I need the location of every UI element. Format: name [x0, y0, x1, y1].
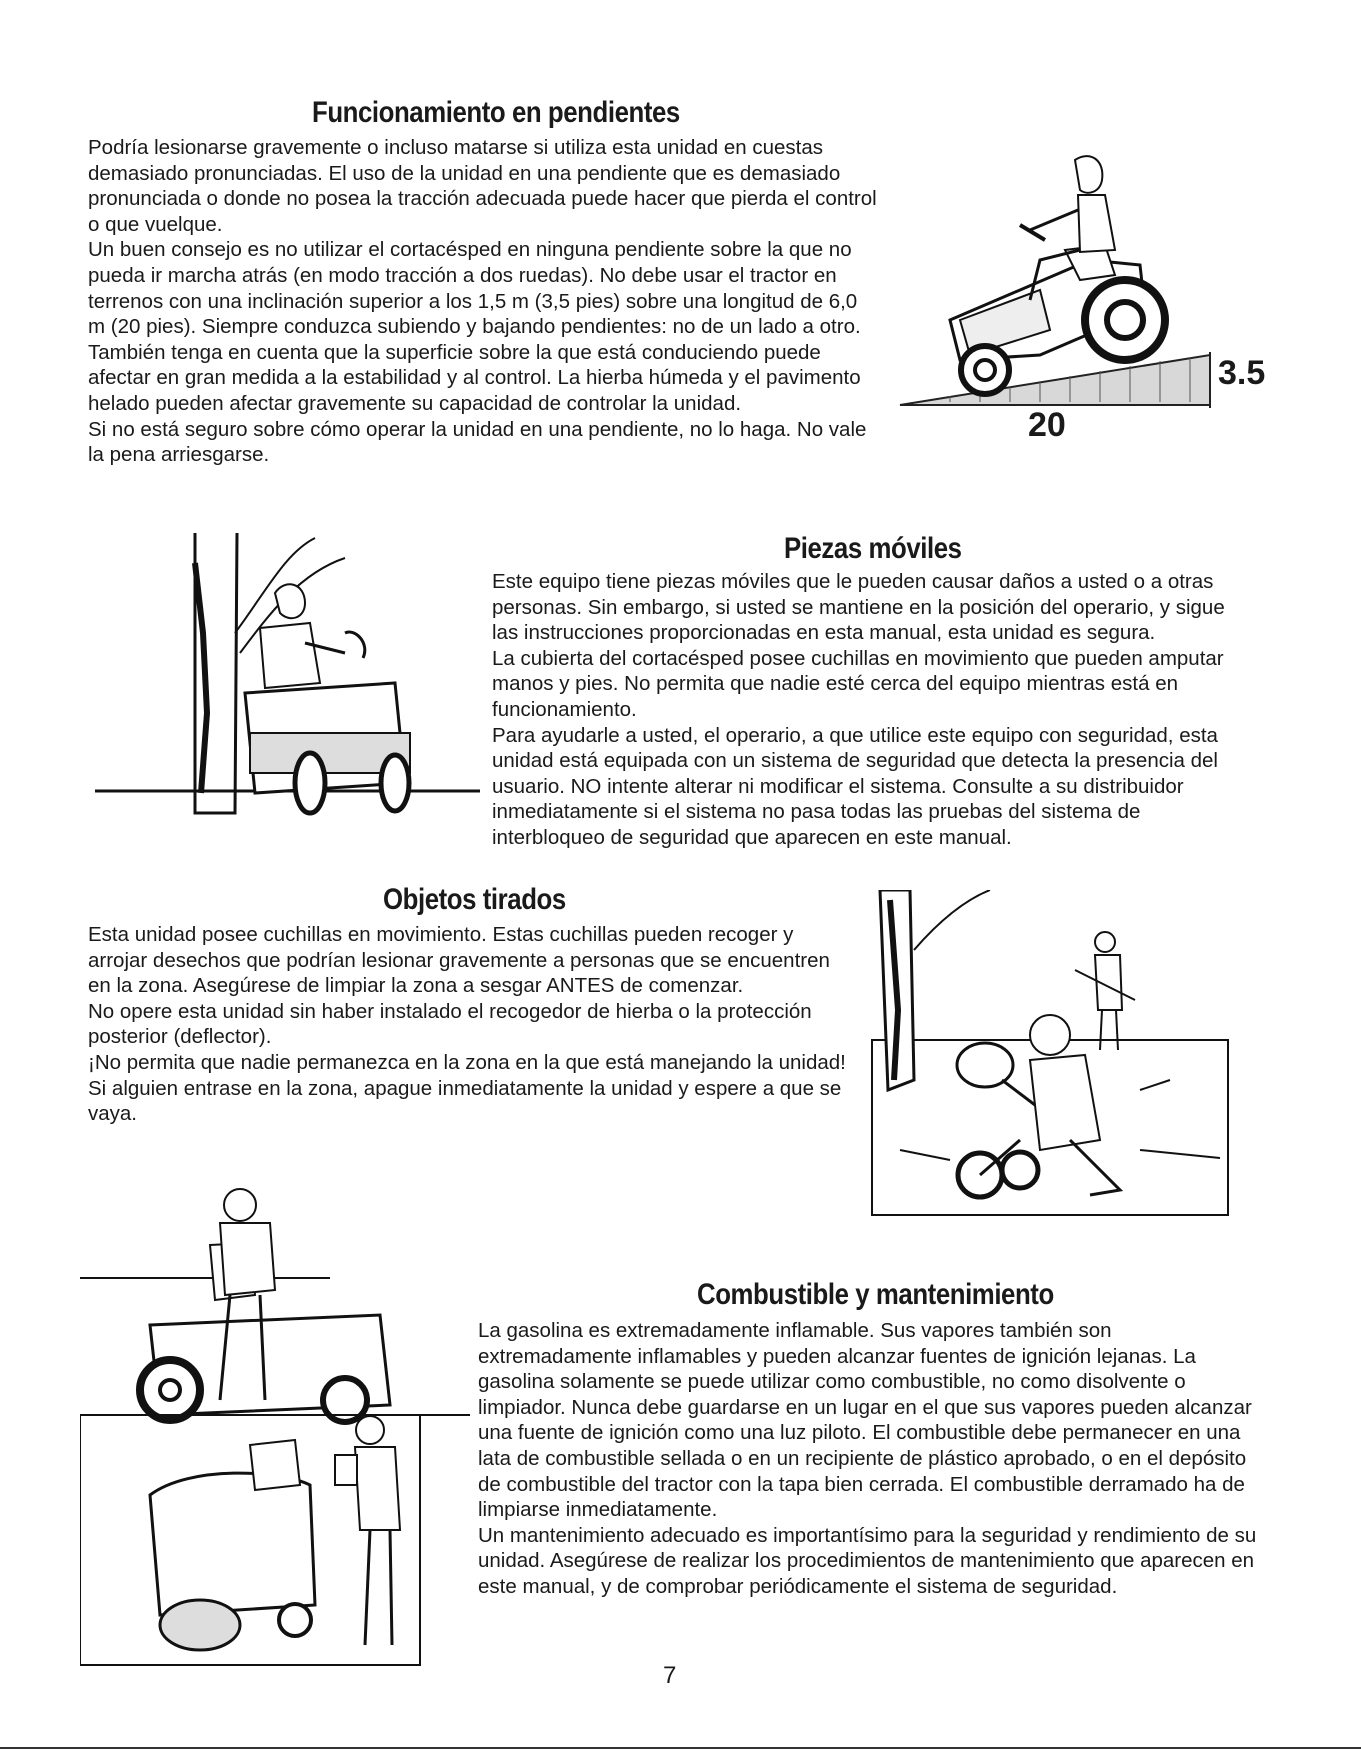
heading-thrown-objects: Objetos tirados [383, 883, 566, 916]
heading-slopes: Funcionamiento en pendientes [312, 96, 680, 129]
moving-parts-text [492, 569, 1237, 851]
heading-fuel-maintenance: Combustible y mantenimiento [697, 1278, 1054, 1311]
slope-run-label: 20 [1028, 406, 1066, 444]
moving-parts-paragraph: Este equipo tiene piezas móviles que le pueden causar daños a usted o a otras personas. Sin embargo, si usted se mantiene en la posición del operario, y sigue las instrucciones proporcionadas en esta manual, esta unidad es segura. [492, 570, 1225, 645]
fuel-maintenance-text [478, 1318, 1258, 1600]
slopes-text [88, 135, 878, 468]
slope-tractor-illustration [890, 140, 1230, 440]
slopes-paragraph: También tenga en cuenta que la superficie sobre la que está conduciendo puede afectar en gran medida a la estabilidad y al control. La hierba húmeda y el pavimento helado pueden afectar gravemente su capacidad de controlar la unidad. [88, 340, 861, 415]
fuel-maintenance-paragraph: Un mantenimiento adecuado es importantísimo para la seguridad y rendimiento de su unidad. Asegúrese de realizar los procedimientos de mantenimiento que aparecen en este manual, y de comprobar periódicamente el sistema de seguridad. [478, 1523, 1257, 1598]
footer-rule [0, 1747, 1361, 1749]
fueling-illustration [80, 1185, 470, 1675]
slopes-paragraph: Si no está seguro sobre cómo operar la unidad en una pendiente, no lo haga. No vale la pena arriesgarse. [88, 417, 867, 467]
thrown-objects-paragraph: Esta unidad posee cuchillas en movimiento. Estas cuchillas pueden recoger y arrojar desechos que podrían lesionar gravemente a personas que se encuentren en la zona. Asegúrese de limpiar la zona a sesgar ANTES de comenzar. [88, 923, 830, 998]
page-number: 7 [663, 1662, 677, 1689]
operator-seat-illustration [95, 533, 480, 823]
moving-parts-paragraph: La cubierta del cortacésped posee cuchillas en movimiento que pueden amputar manos y pies. No permita que nadie esté cerca del equipo mientras está en funcionamiento. [492, 646, 1224, 721]
fuel-maintenance-paragraph: La gasolina es extremadamente inflamable. Sus vapores también son extremadamente inflamables y pueden alcanzar fuentes de ignición lejanas. La gasolina solamente se puede utilizar como combustible, no como disolvente o limpiador. Nunca debe guardarse en un lugar en el que sus vapores pueden alcanzar una fuente de ignición como una luz piloto. El combustible debe permanecer en una lata de combustible sellada o en un recipiente de plástico aprobado, o en el depósito de combustible del tractor con la tapa bien cerrada. El combustible derramado ha de limpiarse inmediatamente. [478, 1319, 1252, 1522]
thrown-objects-paragraph: ¡No permita que nadie permanezca en la zona en la que está manejando la unidad! Si alguien entrase en la zona, apague inmediatamente la unidad y espere a que se vaya. [88, 1050, 846, 1126]
slopes-paragraph: Un buen consejo es no utilizar el cortacésped en ninguna pendiente sobre la que no pueda ir marcha atrás (en modo tracción a dos ruedas). No debe usar el tractor en terrenos con una inclinación superior a los 1,5 m (3,5 pies) sobre una longitud de 6,0 m (20 pies). Siempre conduzca subiendo y bajando pendientes: no de un lado a otro. [88, 238, 861, 339]
heading-moving-parts: Piezas móviles [784, 532, 962, 565]
bystanders-illustration [870, 890, 1230, 1220]
slopes-paragraph: Podría lesionarse gravemente o incluso matarse si utiliza esta unidad en cuestas demasiado pronunciadas. El uso de la unidad en una pendiente que es demasiado pronunciada o donde no posea la tracción adecuada puede hacer que pierda el control o que vuelque. [88, 136, 877, 236]
moving-parts-paragraph: Para ayudarle a usted, el operario, a que utilice este equipo con seguridad, esta unidad está equipada con un sistema de seguridad que detecta la presencia del usuario. NO intente alterar ni modificar el sistema. Consulte a su distribuidor inmediatamente si el sistema no pasa todas las pruebas del sistema de interbloqueo de seguridad que aparecen en este manual. [492, 723, 1218, 849]
slope-rise-label: 3.5 [1218, 354, 1266, 392]
thrown-objects-text [88, 922, 858, 1127]
thrown-objects-paragraph: No opere esta unidad sin haber instalado el recogedor de hierba o la protección posterior (deflector). [88, 999, 812, 1049]
